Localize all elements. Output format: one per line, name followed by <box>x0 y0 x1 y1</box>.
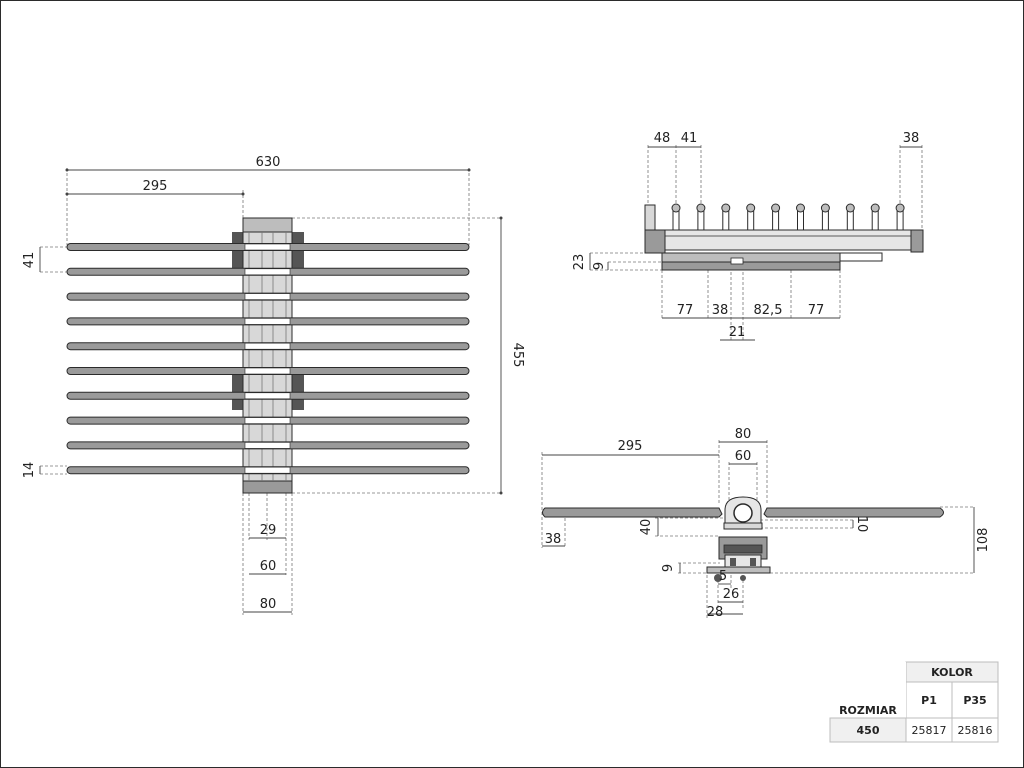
rod-hub-segment <box>245 418 290 424</box>
table-col-p1: P1 <box>921 694 937 707</box>
dim-offset-first: 48 <box>653 131 671 146</box>
central-body <box>243 218 292 493</box>
side-peg <box>672 204 680 230</box>
dim-body-inner: 29 <box>259 523 277 538</box>
mount-bracket-top-right <box>292 232 304 272</box>
dim-pitch: 41 <box>680 131 698 146</box>
side-slide-lower <box>662 262 840 270</box>
base-screw-right <box>740 575 746 581</box>
side-peg <box>821 204 829 230</box>
table-row-p1: 25817 <box>911 724 947 737</box>
side-rail <box>665 230 911 250</box>
dim-base-height: 9 <box>661 563 676 573</box>
dim-width-half: 295 <box>142 179 168 194</box>
hub-collar <box>724 523 762 529</box>
dim-front-outer: 80 <box>734 427 752 442</box>
rod-hub-segment <box>245 318 290 324</box>
side-rail-cap <box>911 230 923 252</box>
side-slide-upper <box>662 253 840 262</box>
side-peg <box>871 204 879 230</box>
dim-width-total: 630 <box>255 155 281 170</box>
base-inner <box>724 545 762 553</box>
dim-front-height: 108 <box>976 527 991 553</box>
side-peg <box>772 204 780 230</box>
product-table <box>830 662 998 742</box>
side-peg <box>747 204 755 230</box>
side-peg <box>722 204 730 230</box>
dim-rod-pitch: 41 <box>22 251 37 269</box>
body-cap-bottom <box>243 481 292 493</box>
dim-front-inner: 60 <box>734 449 752 464</box>
dim-seg-a: 77 <box>676 303 694 318</box>
side-peg <box>697 204 705 230</box>
dim-seg-d: 77 <box>807 303 825 318</box>
dim-w26: 26 <box>722 587 740 602</box>
dim-body-outer: 80 <box>259 597 277 612</box>
table-rozmiar-header: ROZMIAR <box>839 704 897 717</box>
base-plate <box>707 567 770 573</box>
rod-hub-segment <box>245 343 290 349</box>
side-slide-extension <box>840 253 882 261</box>
dim-seg-c: 82,5 <box>753 303 783 318</box>
table-col-p35: P35 <box>963 694 987 707</box>
side-peg <box>896 204 904 230</box>
dim-w5: 5 <box>718 569 728 584</box>
dim-hub-gap: 10 <box>854 515 869 533</box>
side-slot <box>731 258 743 264</box>
dim-body-mid: 60 <box>259 559 277 574</box>
dim-arm-tip: 38 <box>544 532 562 547</box>
rod-hub-segment <box>245 269 290 275</box>
dim-height-total: 455 <box>510 342 525 368</box>
dim-side-height: 23 <box>572 253 587 271</box>
left-arm <box>543 508 723 517</box>
front-view-extension-lines <box>542 440 975 620</box>
dim-slot: 21 <box>728 325 746 340</box>
side-peg <box>846 204 854 230</box>
dim-rod-dia: 14 <box>22 461 37 479</box>
side-pegs <box>672 204 904 230</box>
dim-side-base: 9 <box>592 261 607 271</box>
top-view <box>22 155 525 615</box>
dim-w28: 28 <box>706 605 724 620</box>
body-cap-top <box>243 218 292 232</box>
dim-arm-length: 295 <box>617 439 643 454</box>
hub-ring <box>734 504 752 522</box>
side-end-block <box>645 230 665 253</box>
dim-arm-drop: 40 <box>639 518 654 536</box>
right-arm <box>764 508 944 517</box>
rod-hub-segment <box>245 467 290 473</box>
mount-bracket-top-left <box>232 232 244 272</box>
rod-hub-segment <box>245 368 290 374</box>
dim-offset-last: 38 <box>902 131 920 146</box>
front-view <box>542 427 991 620</box>
side-peg <box>797 204 805 230</box>
table-row-size: 450 <box>856 724 880 737</box>
side-view <box>572 131 923 342</box>
rod-hub-segment <box>245 244 290 250</box>
rod-hub-segment <box>245 294 290 300</box>
rod-hub-segment <box>245 442 290 448</box>
rod-hub-segment <box>245 393 290 399</box>
table-kolor-header: KOLOR <box>931 666 973 679</box>
table-row-p35: 25816 <box>957 724 993 737</box>
dim-seg-b: 38 <box>711 303 729 318</box>
